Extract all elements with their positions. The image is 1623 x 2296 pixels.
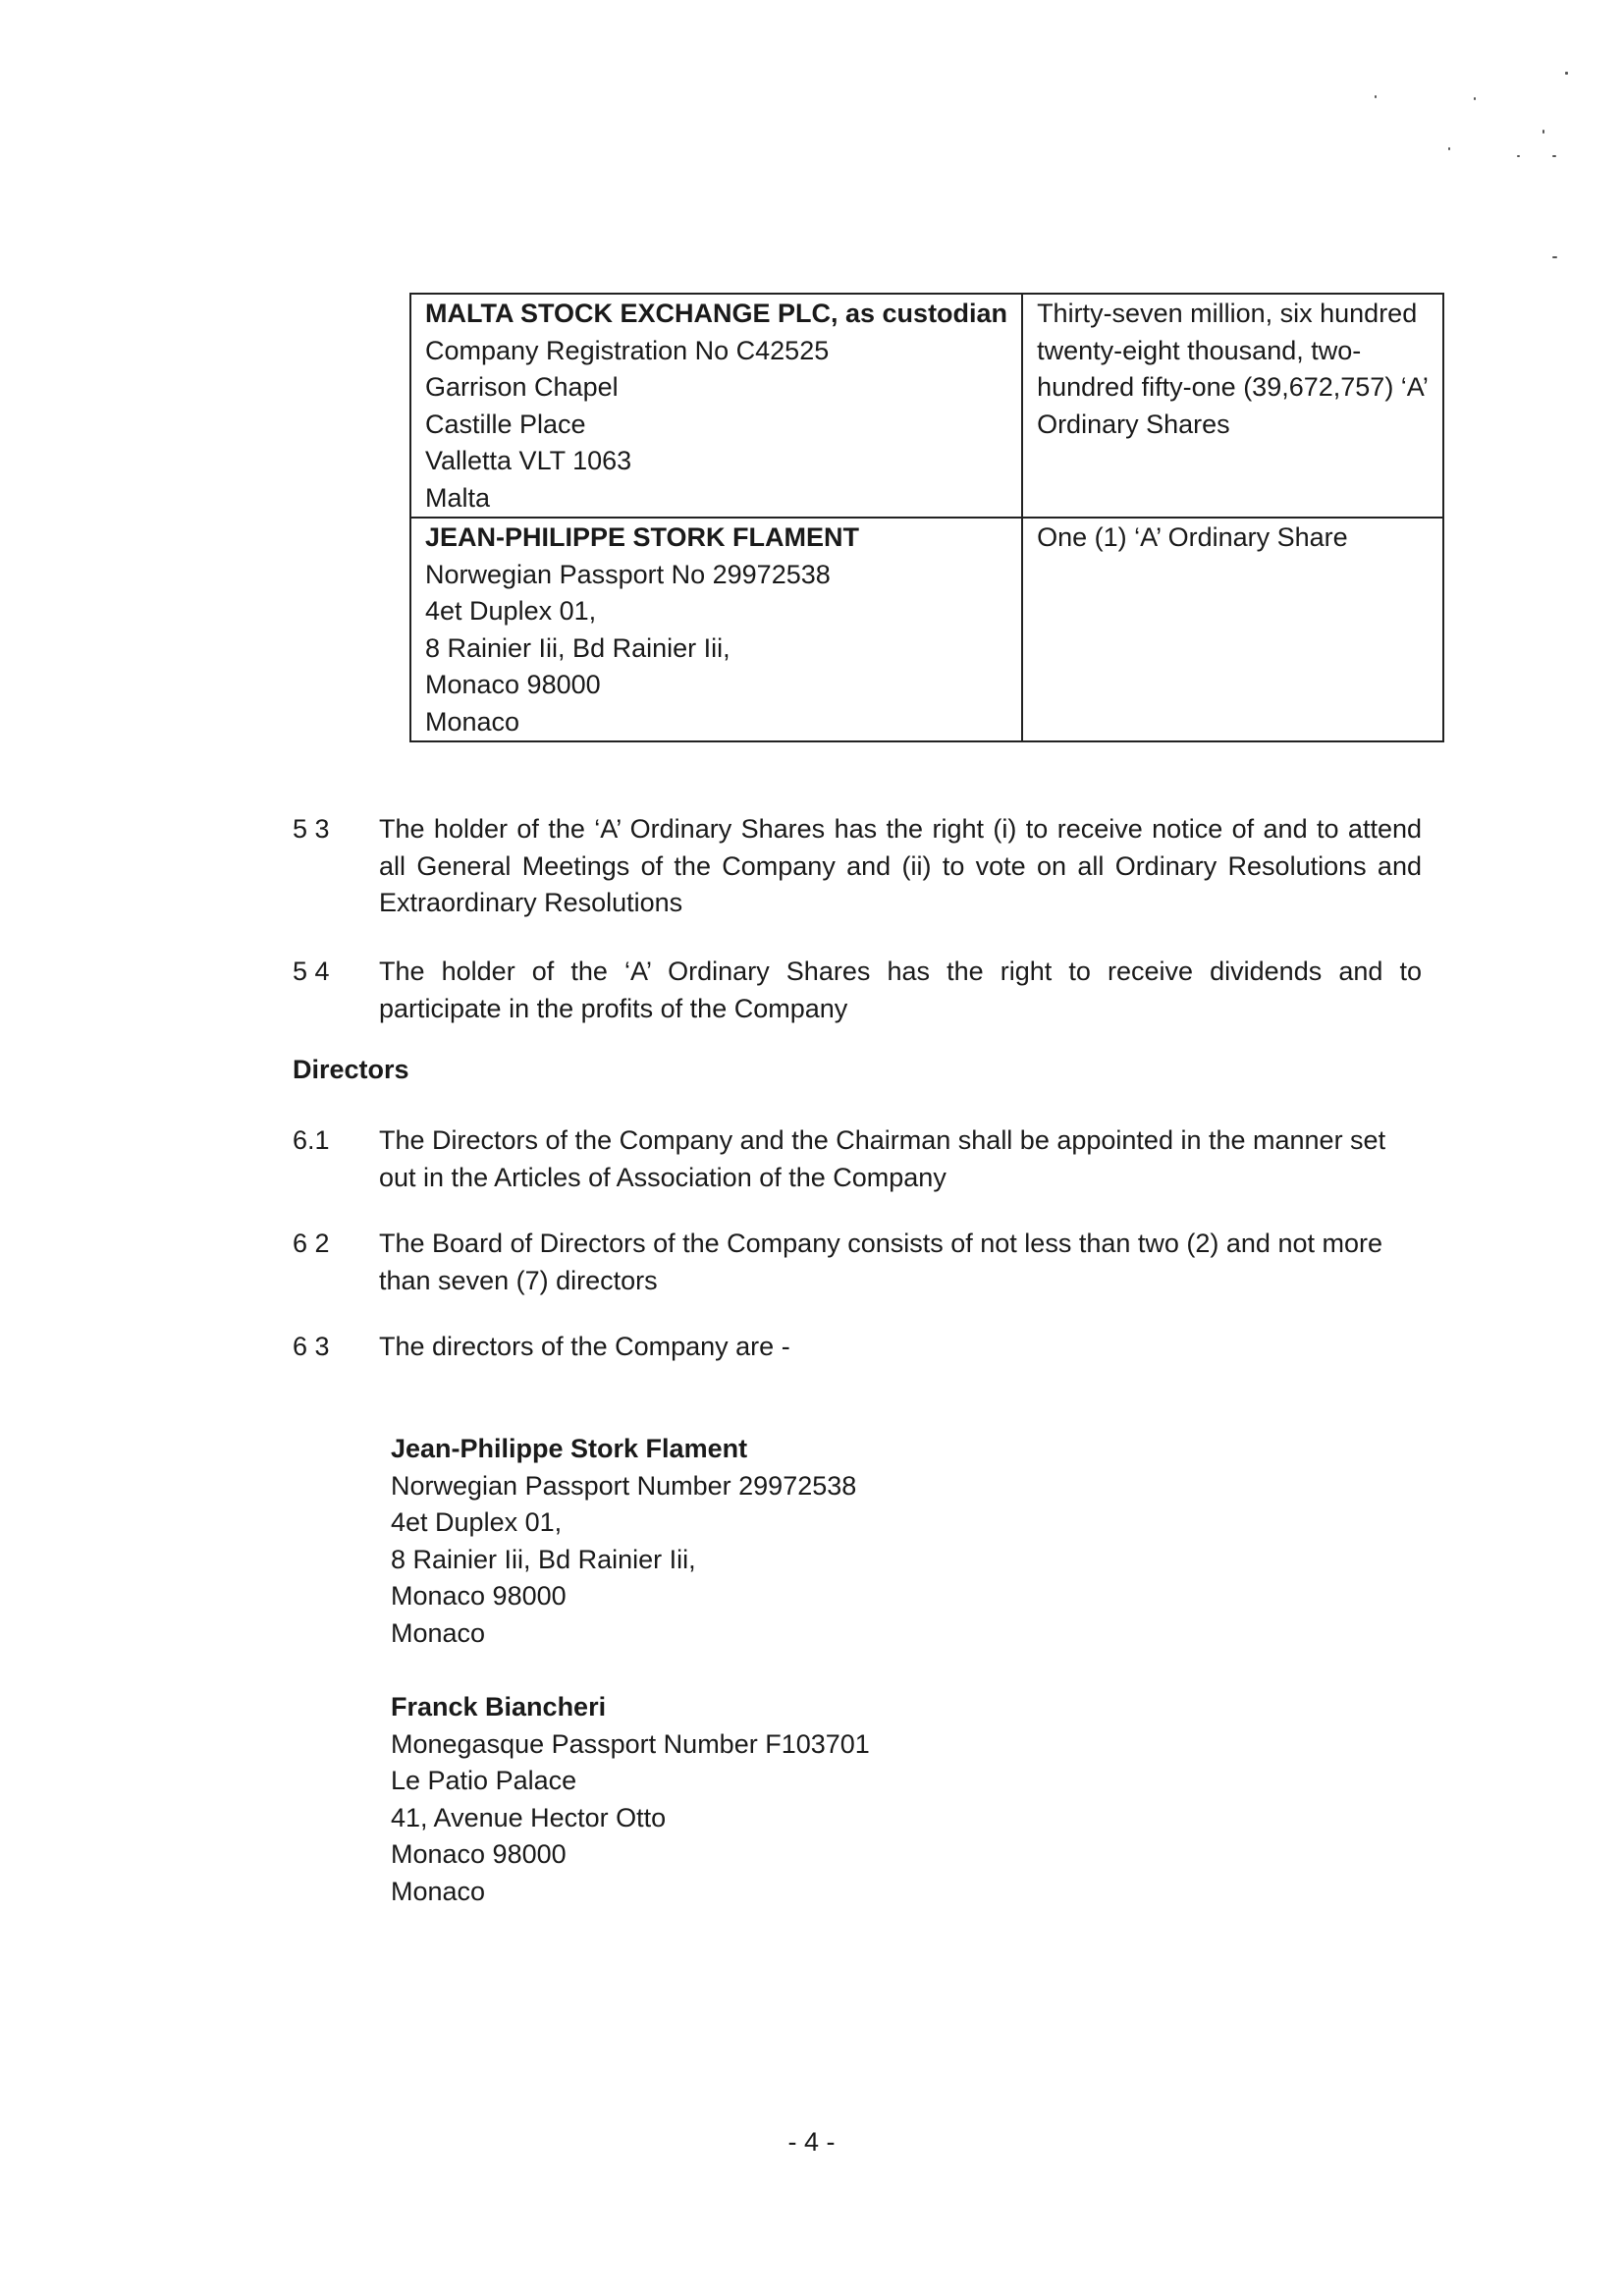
scan-speck bbox=[1517, 155, 1520, 157]
clause-line: The Board of Directors of the Company consists of not less than two (2) and not more bbox=[379, 1229, 1382, 1258]
scan-speck bbox=[1565, 72, 1568, 75]
holder-name: MALTA STOCK EXCHANGE PLC, as custodian bbox=[425, 299, 1008, 328]
holder-detail-line: Company Registration No C42525 bbox=[425, 335, 830, 365]
scan-speck bbox=[1552, 256, 1557, 258]
clause-number: 5 4 bbox=[293, 957, 330, 986]
clause-line: The holder of the ‘A’ Ordinary Shares has the right (i) to receive notice of and to attend bbox=[379, 814, 1422, 844]
holder-cell bbox=[410, 294, 1022, 518]
holder-detail-line: Castille Place bbox=[425, 409, 586, 439]
clause-6-2 bbox=[293, 1226, 1422, 1299]
holder-detail-line: Garrison Chapel bbox=[425, 372, 619, 402]
holder-detail-line: Valletta VLT 1063 bbox=[425, 446, 632, 475]
director-detail-line: Monegasque Passport Number F103701 bbox=[391, 1728, 870, 1759]
director-detail-line: Monaco 98000 bbox=[391, 1839, 567, 1869]
holder-detail-line: 4et Duplex 01, bbox=[425, 596, 597, 626]
clause-text bbox=[379, 954, 1422, 1027]
clause-text bbox=[379, 1122, 1422, 1196]
clause-6-3 bbox=[293, 1329, 1422, 1366]
holder-cell bbox=[410, 518, 1022, 741]
clause-5-3 bbox=[293, 811, 1422, 922]
scan-speck bbox=[1542, 130, 1544, 134]
scan-speck bbox=[1552, 155, 1556, 157]
clause-line: than seven (7) directors bbox=[379, 1265, 658, 1295]
clause-6-1 bbox=[293, 1122, 1422, 1196]
director-detail-line: 4et Duplex 01, bbox=[391, 1507, 563, 1537]
director-entry bbox=[391, 1689, 870, 1910]
scan-speck bbox=[1448, 147, 1450, 150]
holder-detail-line: Monaco 98000 bbox=[425, 670, 601, 699]
holder-detail-line: Monaco bbox=[425, 706, 520, 737]
holder-name: JEAN-PHILIPPE STORK FLAMENT bbox=[425, 522, 860, 552]
director-name: Jean-Philippe Stork Flament bbox=[391, 1434, 748, 1463]
shares-line: Thirty-seven million, six hundred bbox=[1037, 299, 1418, 328]
shares-cell bbox=[1022, 294, 1443, 518]
director-entry bbox=[391, 1431, 856, 1652]
clause-number: 6.1 bbox=[293, 1125, 330, 1155]
clause-number: 6 2 bbox=[293, 1229, 330, 1258]
page-number: - 4 - bbox=[787, 2127, 836, 2157]
holder-detail-line: Malta bbox=[425, 482, 491, 513]
scan-speck bbox=[1375, 95, 1377, 98]
clause-text bbox=[379, 811, 1422, 922]
table-row bbox=[410, 518, 1443, 741]
director-name: Franck Biancheri bbox=[391, 1692, 607, 1722]
director-detail-line: Monaco bbox=[391, 1876, 486, 1906]
clause-line: all General Meetings of the Company and (ii) to vote on all Ordinary Resolutions and bbox=[379, 850, 1422, 881]
shareholders-table bbox=[409, 293, 1444, 742]
clause-line: out in the Articles of Association of the Company bbox=[379, 1162, 947, 1192]
shares-cell bbox=[1022, 518, 1443, 741]
clause-text bbox=[379, 1226, 1422, 1299]
section-heading-directors: Directors bbox=[293, 1055, 409, 1084]
clause-line: The Directors of the Company and the Chairman shall be appointed in the manner set bbox=[379, 1125, 1386, 1155]
shares-line: Ordinary Shares bbox=[1037, 409, 1230, 439]
shares-line: One (1) ‘A’ Ordinary Share bbox=[1037, 522, 1348, 552]
clause-number: 5 3 bbox=[293, 814, 330, 844]
clause-line: The directors of the Company are - bbox=[379, 1332, 790, 1361]
holder-detail-line: Norwegian Passport No 29972538 bbox=[425, 559, 831, 589]
director-detail-line: Monaco bbox=[391, 1617, 486, 1648]
scan-speck bbox=[1474, 97, 1476, 100]
table-row bbox=[410, 294, 1443, 518]
director-detail-line: Monaco 98000 bbox=[391, 1581, 567, 1611]
clause-line: Extraordinary Resolutions bbox=[379, 888, 683, 917]
shares-line: hundred fifty-one (39,672,757) ‘A’ bbox=[1037, 372, 1429, 402]
director-detail-line: Norwegian Passport Number 29972538 bbox=[391, 1470, 857, 1501]
clause-text bbox=[379, 1329, 1422, 1366]
holder-detail-line: 8 Rainier Iii, Bd Rainier Iii, bbox=[425, 632, 730, 663]
clause-line: The holder of the ‘A’ Ordinary Shares has the right to receive dividends and to bbox=[379, 957, 1422, 986]
director-detail-line: 8 Rainier Iii, Bd Rainier Iii, bbox=[391, 1544, 696, 1574]
director-detail-line: 41, Avenue Hector Otto bbox=[391, 1802, 667, 1832]
clause-number: 6 3 bbox=[293, 1332, 330, 1361]
clause-5-4 bbox=[293, 954, 1422, 1027]
director-detail-line: Le Patio Palace bbox=[391, 1766, 577, 1795]
shares-line: twenty-eight thousand, two- bbox=[1037, 335, 1362, 365]
clause-line: participate in the profits of the Company bbox=[379, 993, 848, 1023]
